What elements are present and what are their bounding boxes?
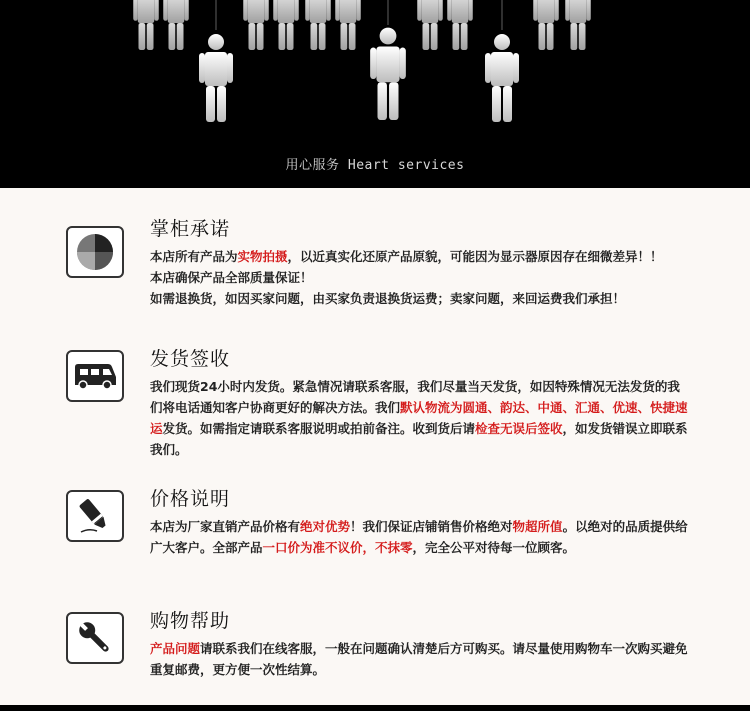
- section-line: 如需退换货，如因买家问题，由买家负责退换货运费；卖家问题，来回运费我们承担！: [150, 291, 626, 306]
- section-body: [150, 246, 690, 309]
- section-title: 掌柜承诺: [150, 218, 231, 240]
- section-body: [150, 376, 690, 460]
- section-body: [150, 638, 690, 680]
- section-body: [150, 516, 690, 558]
- section-title: 购物帮助: [150, 610, 231, 632]
- section-title: 价格说明: [150, 488, 231, 510]
- banner-caption: 用心服务 Heart services: [285, 158, 465, 173]
- banner: [0, 0, 750, 188]
- section-line: 我们现货24小时内发货。紧急情况请联系客服，我们尽量当天发货，如因特殊情况无法发货的我们将电话通知客户协商更好的解决方法。我们默认物流为圆通、韵达、中通、汇通、优速、快捷速运发货。如需指定请联系客服说明或拍前备注。收到货后请检查无误后签收，如发货错误立即联系我们。: [150, 379, 688, 457]
- section-line: 产品问题请联系我们在线客服，一般在问题确认清楚后方可购买。请尽量使用购物车一次购买避免重复邮费，更方便一次性结算。: [150, 641, 688, 677]
- wrench-icon: [66, 612, 124, 664]
- section-line: 本店确保产品全部质量保证！: [150, 270, 313, 285]
- quarter-pie-icon: [66, 226, 124, 278]
- bottom-bar: [0, 705, 750, 711]
- section-title: 发货签收: [150, 348, 231, 370]
- section-line: 本店为厂家直销产品价格有绝对优势！我们保证店铺销售价格绝对物超所值。以绝对的品质提供给广大客户。全部产品一口价为准不议价，不抹零，完全公平对待每一位顾客。: [150, 519, 688, 555]
- marker-pen-icon: [66, 490, 124, 542]
- truck-icon: [66, 350, 124, 402]
- section-line: 本店所有产品为实物拍摄，以近真实化还原产品原貌，可能因为显示器原因存在细微差异！！: [150, 249, 663, 264]
